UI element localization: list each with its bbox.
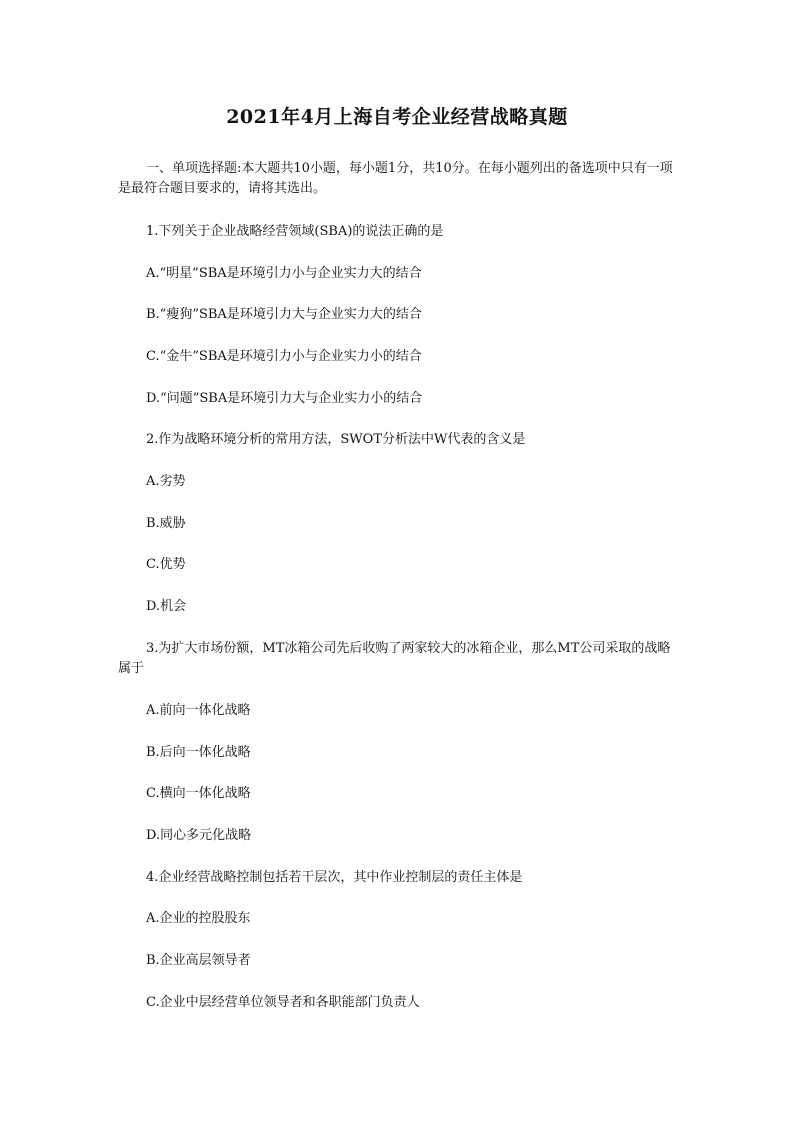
- question-1-option-d: D.“问题”SBA是环境引力大与企业实力小的结合: [146, 391, 423, 406]
- question-2-option-c: C.优势: [146, 557, 186, 572]
- question-3-option-d: D.同心多元化战略: [146, 828, 252, 843]
- question-1-option-c: C.“金牛”SBA是环境引力小与企业实力小的结合: [146, 349, 422, 364]
- question-4-option-a: A.企业的控股股东: [146, 911, 251, 926]
- question-4-option-b: B.企业高层领导者: [146, 953, 251, 968]
- question-1-option-b: B.“瘦狗”SBA是环境引力大与企业实力大的结合: [146, 307, 422, 322]
- question-2-stem: 2.作为战略环境分析的常用方法，SWOT分析法中W代表的含义是: [146, 432, 526, 447]
- question-2-option-a: A.劣势: [146, 474, 186, 489]
- question-3-option-c: C.横向一体化战略: [146, 786, 251, 801]
- question-4-option-c: C.企业中层经营单位领导者和各职能部门负责人: [146, 995, 420, 1010]
- question-3-option-a: A.前向一体化战略: [146, 703, 251, 718]
- question-3-stem: 3.为扩大市场份额，MT冰箱公司先后收购了两家较大的冰箱企业，那么MT公司采取的战略属于: [118, 641, 671, 676]
- question-1-stem: 1.下列关于企业战略经营领域(SBA)的说法正确的是: [146, 224, 444, 239]
- section-intro: 一、单项选择题:本大题共10小题，每小题1分，共10分。在每小题列出的备选项中只有一项是最符合题目要求的，请将其选出。: [118, 161, 673, 196]
- question-3-option-b: B.后向一体化战略: [146, 745, 251, 760]
- question-2-option-d: D.机会: [146, 599, 187, 614]
- document-title: 2021年4月上海自考企业经营战略真题: [226, 106, 568, 128]
- question-4-stem: 4.企业经营战略控制包括若干层次，其中作业控制层的责任主体是: [146, 870, 523, 885]
- question-1-option-a: A.“明星”SBA是环境引力小与企业实力大的结合: [146, 266, 422, 281]
- question-2-option-b: B.威胁: [146, 516, 186, 531]
